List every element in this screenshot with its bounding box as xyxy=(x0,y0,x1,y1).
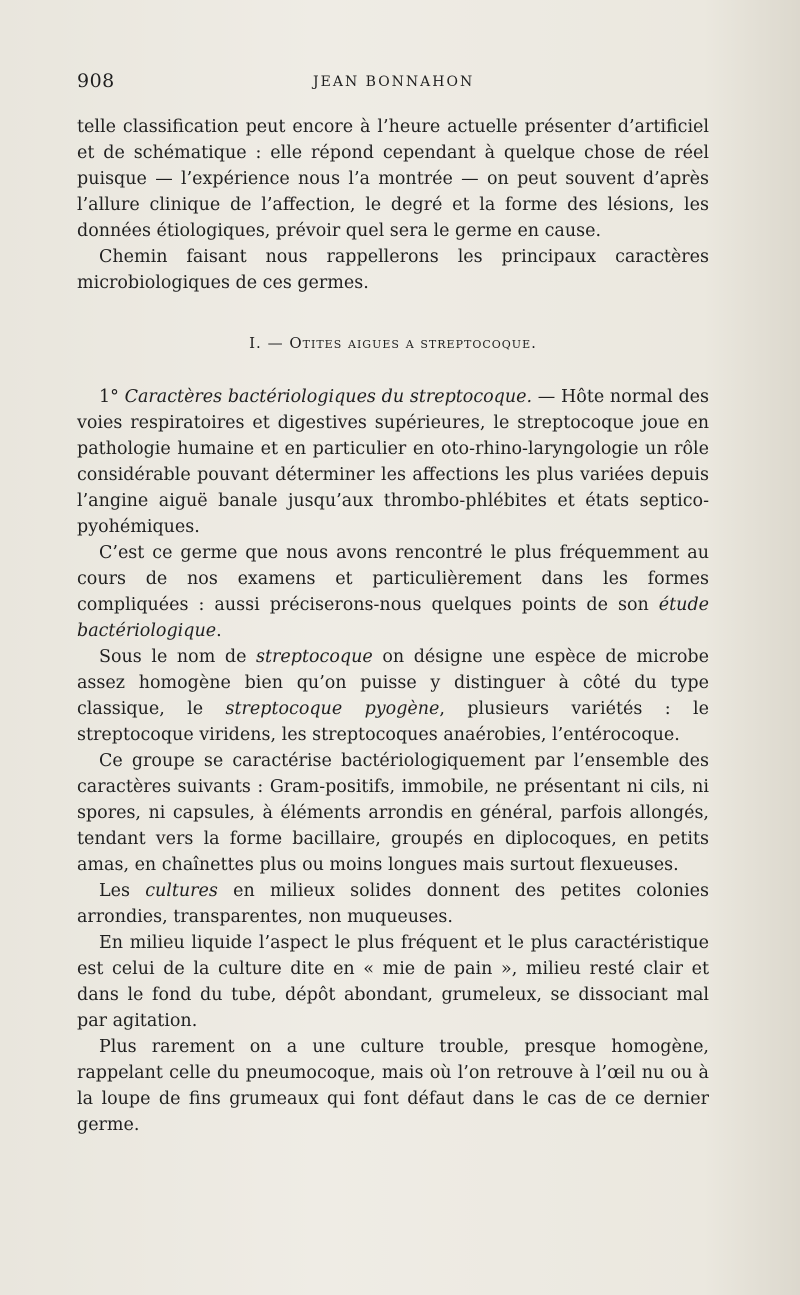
paragraph-characteristics: Ce groupe se caractérise bactériologiquement par l’ensemble des caractères suivants : Gram-positifs, immobile, ne présentant ni cils, ni spores, ni capsules, à éléments arrondis en général, parfois allongés, tendant vers la forme bacillaire, groupés en diplocoques, en petits amas, en chaînettes plus ou moins longues mais surtout flexueuses. xyxy=(77,751,709,875)
paragraph-cultures-text-a: Les xyxy=(99,881,146,901)
paragraph-species-text-b: on désigne une espèce de microbe assez homogène bien qu’on puisse y distinguer à côté du type classique, le xyxy=(77,647,709,719)
page-number: 908 xyxy=(77,70,115,92)
paragraph-species xyxy=(77,644,709,748)
paragraph-frequency-end: . xyxy=(216,621,222,641)
paragraph-frequency-text: C’est ce germe que nous avons rencontré le plus fréquemment au cours de nos examens et particulièrement dans les formes compliquées : aussi préciserons-nous quelques points de son xyxy=(77,543,709,615)
paragraph-continuation: telle classification peut encore à l’heure actuelle présenter d’artificiel et de schématique : elle répond cependant à quelque chose de réel puisque — l’expérience nous l’a montrée — on peut souvent d’après l’allure clinique de l’affection, le degré et la forme des lésions, les données étiologiques, prévoir quel sera le germe en cause. xyxy=(77,117,709,241)
paragraph-cloudy-culture: Plus rarement on a une culture trouble, presque homogène, rappelant celle du pneumocoque, mais où l’on retrouve à l’œil nu ou à la loupe de fins grumeaux qui font défaut dans le cas de ce dernier germe. xyxy=(77,1037,709,1135)
paragraph-frequency-italic: étude bactériologique xyxy=(77,595,709,641)
paragraph-bacteriology-text: — Hôte normal des voies respiratoires et digestives supérieures, le streptocoque joue en pathologie humaine et en particulier en oto-rhino-laryngologie un rôle considérable pouvant déterminer les affections les plus variées depuis l’angine aiguë banale jusqu’aux thrombo-phlébites et états septico-pyohémiques. xyxy=(77,387,709,537)
section-heading-number: I. — xyxy=(249,334,290,352)
subsection-title: Caractères bactériologiques du streptocoque. xyxy=(124,387,533,407)
subsection-number: 1° xyxy=(99,387,125,407)
paragraph-species-text-c: , plusieurs variétés : le streptocoque viridens, les streptocoques anaérobies, l’entérocoque. xyxy=(77,699,709,745)
section-heading-title: Otites aigues a streptocoque. xyxy=(289,334,537,352)
paragraph-liquid-medium: En milieu liquide l’aspect le plus fréquent et le plus caractéristique est celui de la culture dite en « mie de pain », milieu resté clair et dans le fond du tube, dépôt abondant, grumeleux, se dissociant mal par agitation. xyxy=(77,933,709,1031)
body-text xyxy=(77,114,709,1138)
paragraph-species-italic-1: streptocoque xyxy=(256,647,373,667)
paragraph-cultures-italic: cultures xyxy=(145,881,218,901)
paragraph-cultures-text-b: en milieux solides donnent des petites colonies arrondies, transparentes, non muqueuses. xyxy=(77,881,709,927)
section-heading xyxy=(77,330,709,356)
page-header xyxy=(77,70,717,100)
running-title: JEAN BONNAHON xyxy=(313,74,475,90)
paragraph-intro: Chemin faisant nous rappellerons les principaux caractères microbiologiques de ces germes. xyxy=(77,247,709,293)
paragraph-species-italic-2: streptocoque pyogène xyxy=(225,699,440,719)
paragraph-frequency xyxy=(77,540,709,644)
paragraph-species-text-a: Sous le nom de xyxy=(99,647,257,667)
paragraph-cultures xyxy=(77,878,709,930)
paragraph-bacteriology xyxy=(77,384,709,540)
